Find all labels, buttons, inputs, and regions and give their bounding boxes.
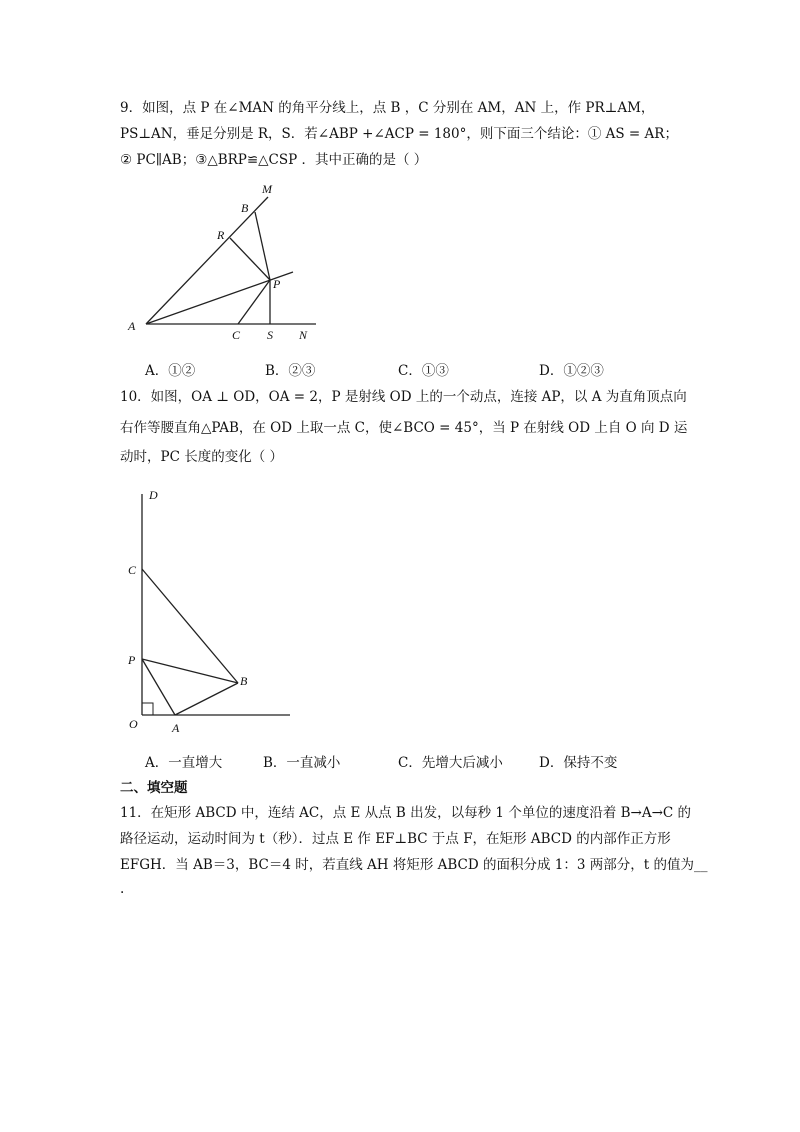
q10-option-b[interactable]: B．一直减小 <box>263 755 341 771</box>
label-b2: B <box>240 674 248 688</box>
q10-figure-lines <box>142 494 290 715</box>
label-s: S <box>267 328 273 342</box>
segment-cb <box>142 569 238 683</box>
label-o: O <box>129 717 138 731</box>
segment-rp <box>230 238 270 280</box>
label-d: D <box>149 488 158 502</box>
section-title: 二、填空题 <box>120 780 188 796</box>
label-a2: A <box>172 721 180 735</box>
label-c: C <box>232 328 241 342</box>
label-c2: C <box>128 563 137 577</box>
q10-option-d[interactable]: D．保持不变 <box>539 755 618 771</box>
segment-cp <box>238 280 270 324</box>
q10-option-c[interactable]: C．先增大后减小 <box>398 755 503 771</box>
q11-text-line-4: . <box>120 881 125 897</box>
q9-option-d[interactable]: D．①②③ <box>539 363 604 379</box>
q9-text-line-2: PS⊥AN，垂足分别是 R，S．若∠ABP +∠ACP = 180°，则下面三个结论：① AS = AR； <box>120 126 678 142</box>
q10-text-line-3: 动时，PC 长度的变化（ ） <box>120 449 283 465</box>
q9-option-c[interactable]: C．①③ <box>398 363 449 379</box>
segment-ab <box>175 683 238 715</box>
q9-figure-lines <box>146 197 316 324</box>
label-a: A <box>128 319 136 333</box>
bisector-ap <box>146 272 293 324</box>
q10-option-a[interactable]: A．一直增大 <box>145 755 223 771</box>
segment-bp <box>255 212 270 280</box>
q10-text-line-2: 右作等腰直角△PAB，在 OD 上取一点 C，使∠BCO = 45°，当 P 在射线 OD 上自 O 向 D 运 <box>120 420 688 436</box>
q10-text-line-1: 10．如图，OA ⊥ OD，OA = 2，P 是射线 OD 上的一个动点，连接 AP，以 A 为直角顶点向 <box>120 389 687 405</box>
ray-am <box>146 197 268 324</box>
label-p: P <box>273 277 281 291</box>
label-m: M <box>262 182 272 196</box>
label-b: B <box>241 201 249 215</box>
label-n: N <box>299 328 308 342</box>
label-r: R <box>217 228 225 242</box>
q9-option-b[interactable]: B．②③ <box>265 363 316 379</box>
label-p2: P <box>128 653 136 667</box>
right-angle-mark <box>142 703 153 715</box>
q9-option-a[interactable]: A．①② <box>145 363 196 379</box>
segment-pb <box>142 659 238 683</box>
q11-text-line-3: EFGH．当 AB＝3，BC＝4 时，若直线 AH 将矩形 ABCD 的面积分成 1：3 两部分，t 的值为__ <box>120 857 708 873</box>
q11-text-line-2: 路径运动，运动时间为 t（秒）．过点 E 作 EF⊥BC 于点 F，在矩形 ABCD 的内部作正方形 <box>120 831 671 847</box>
q9-text-line-1: 9．如图，点 P 在∠MAN 的角平分线上，点 B ，C 分别在 AM，AN 上，作 PR⊥AM， <box>120 100 655 116</box>
segment-pa <box>142 659 175 715</box>
q9-text-line-3: ② PC∥AB；③△BRP≌△CSP ．其中正确的是（ ） <box>120 152 428 168</box>
q11-text-line-1: 11．在矩形 ABCD 中，连结 AC，点 E 从点 B 出发，以每秒 1 个单位的速度沿着 B→A→C 的 <box>120 805 692 821</box>
